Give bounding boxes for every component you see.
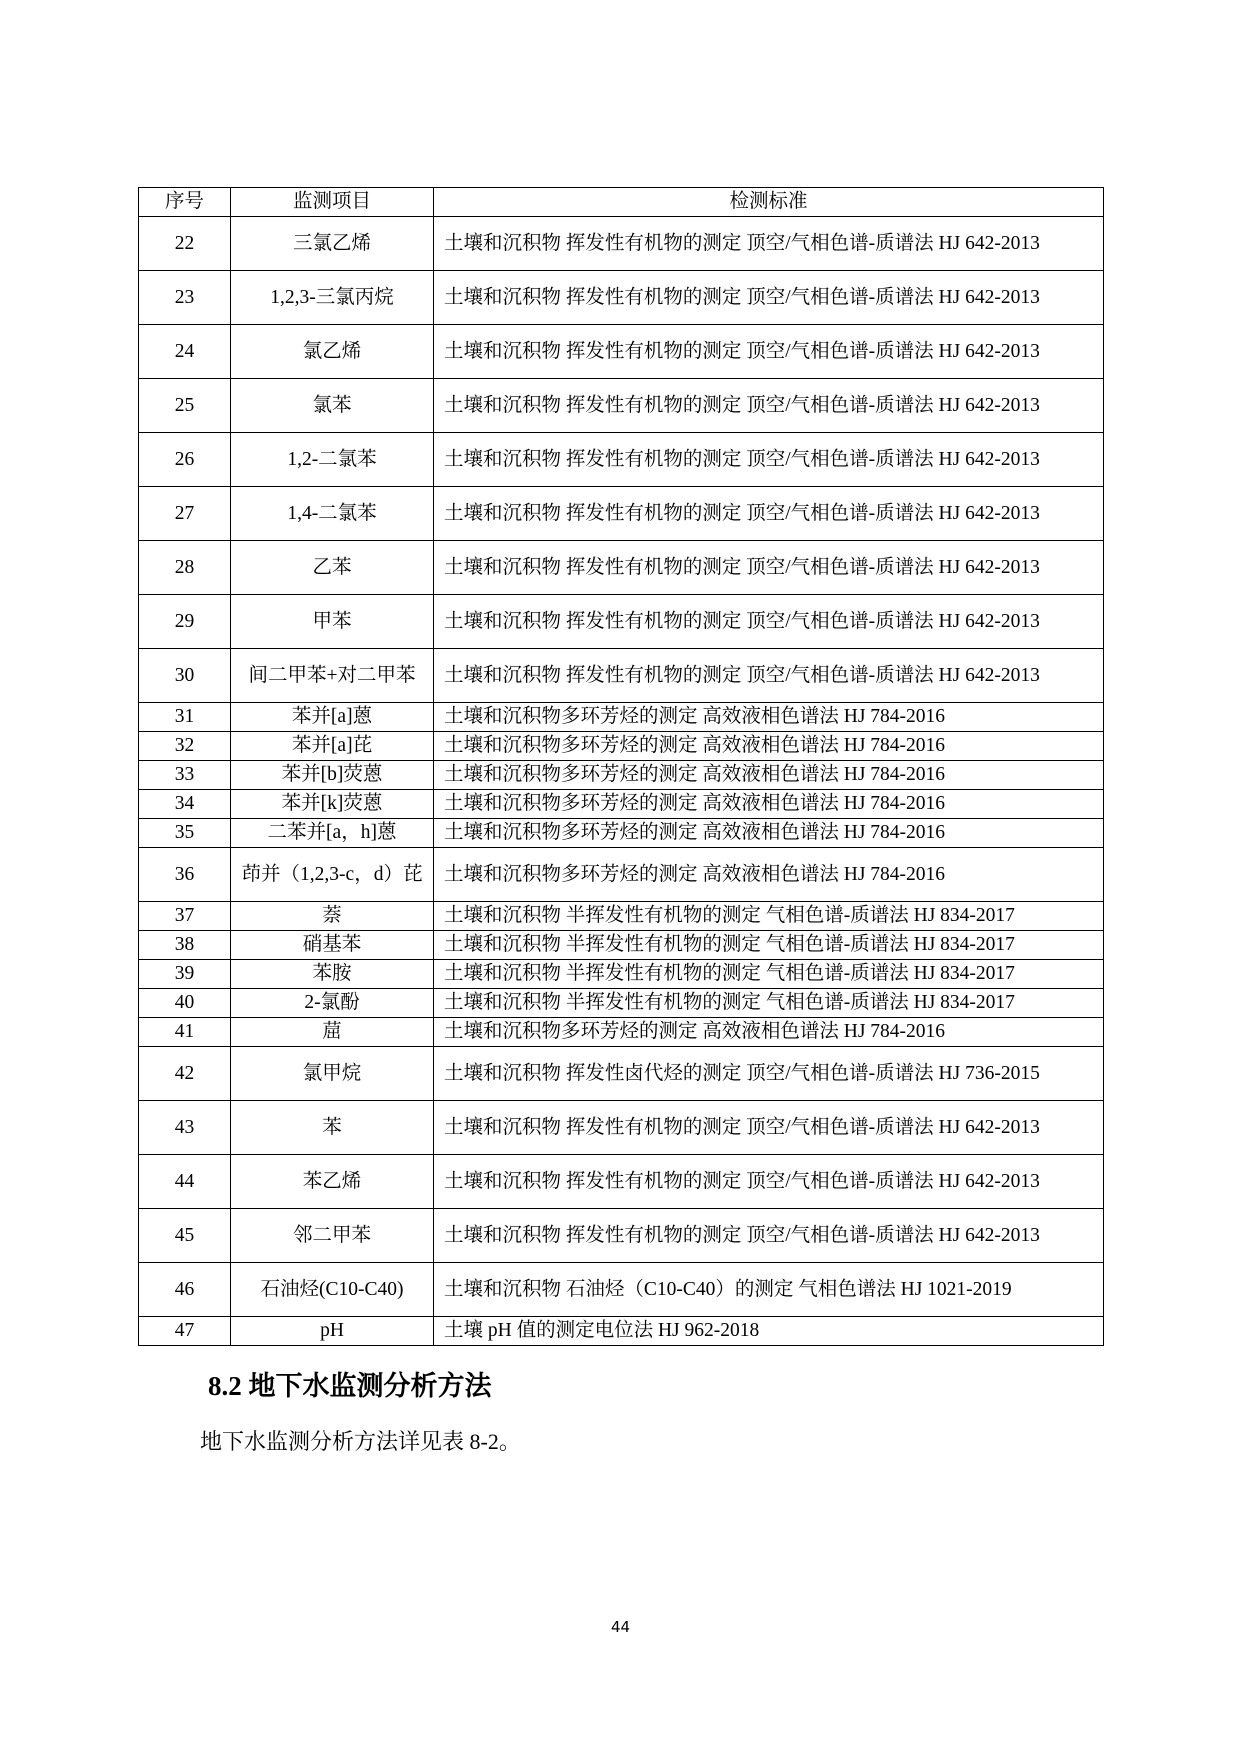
row-standard: 土壤和沉积物多环芳烃的测定 高效液相色谱法 HJ 784-2016 <box>434 1018 1104 1047</box>
row-item: 氯苯 <box>231 379 434 433</box>
row-no: 38 <box>139 931 231 960</box>
table-row <box>139 1263 1104 1317</box>
row-item: 䓛 <box>231 1018 434 1047</box>
row-no: 33 <box>139 761 231 790</box>
row-item: 茚并（1,2,3-c，d）芘 <box>231 848 434 902</box>
row-item: 乙苯 <box>231 541 434 595</box>
row-no: 36 <box>139 848 231 902</box>
row-standard: 土壤和沉积物 挥发性有机物的测定 顶空/气相色谱-质谱法 HJ 642-2013 <box>434 325 1104 379</box>
row-no: 35 <box>139 819 231 848</box>
row-no: 43 <box>139 1101 231 1155</box>
row-item: 苯并[k]荧蒽 <box>231 790 434 819</box>
row-item: 苯并[b]荧蒽 <box>231 761 434 790</box>
row-standard: 土壤和沉积物 挥发性有机物的测定 顶空/气相色谱-质谱法 HJ 642-2013 <box>434 1209 1104 1263</box>
row-item: pH <box>231 1317 434 1346</box>
table-row <box>139 1155 1104 1209</box>
row-item: 间二甲苯+对二甲苯 <box>231 649 434 703</box>
row-standard: 土壤和沉积物 半挥发性有机物的测定 气相色谱-质谱法 HJ 834-2017 <box>434 960 1104 989</box>
row-item: 苯胺 <box>231 960 434 989</box>
table-row <box>139 487 1104 541</box>
row-standard: 土壤和沉积物 挥发性有机物的测定 顶空/气相色谱-质谱法 HJ 642-2013 <box>434 217 1104 271</box>
row-no: 45 <box>139 1209 231 1263</box>
table-row <box>139 541 1104 595</box>
row-standard: 土壤和沉积物 半挥发性有机物的测定 气相色谱-质谱法 HJ 834-2017 <box>434 931 1104 960</box>
row-no: 40 <box>139 989 231 1018</box>
row-no: 41 <box>139 1018 231 1047</box>
table-row <box>139 989 1104 1018</box>
row-standard: 土壤和沉积物 挥发性有机物的测定 顶空/气相色谱-质谱法 HJ 642-2013 <box>434 379 1104 433</box>
table-row <box>139 848 1104 902</box>
row-no: 31 <box>139 703 231 732</box>
section-paragraph: 地下水监测分析方法详见表 8-2。 <box>200 1429 521 1454</box>
section-heading: 8.2 地下水监测分析方法 <box>208 1371 492 1401</box>
row-standard: 土壤和沉积物多环芳烃的测定 高效液相色谱法 HJ 784-2016 <box>434 703 1104 732</box>
row-standard: 土壤 pH 值的测定电位法 HJ 962-2018 <box>434 1317 1104 1346</box>
row-no: 30 <box>139 649 231 703</box>
row-standard: 土壤和沉积物 挥发性有机物的测定 顶空/气相色谱-质谱法 HJ 642-2013 <box>434 541 1104 595</box>
row-no: 47 <box>139 1317 231 1346</box>
table-row <box>139 595 1104 649</box>
row-no: 25 <box>139 379 231 433</box>
row-no: 22 <box>139 217 231 271</box>
header-item: 监测项目 <box>231 188 434 217</box>
row-item: 石油烃(C10-C40) <box>231 1263 434 1317</box>
row-no: 39 <box>139 960 231 989</box>
row-no: 37 <box>139 902 231 931</box>
row-standard: 土壤和沉积物 挥发性卤代烃的测定 顶空/气相色谱-质谱法 HJ 736-2015 <box>434 1047 1104 1101</box>
row-item: 苯并[a]蒽 <box>231 703 434 732</box>
row-standard: 土壤和沉积物 挥发性有机物的测定 顶空/气相色谱-质谱法 HJ 642-2013 <box>434 1155 1104 1209</box>
table-row <box>139 960 1104 989</box>
row-item: 苯并[a]芘 <box>231 732 434 761</box>
row-standard: 土壤和沉积物多环芳烃的测定 高效液相色谱法 HJ 784-2016 <box>434 732 1104 761</box>
row-no: 42 <box>139 1047 231 1101</box>
standards-table <box>138 187 1104 1346</box>
row-standard: 土壤和沉积物多环芳烃的测定 高效液相色谱法 HJ 784-2016 <box>434 848 1104 902</box>
row-no: 46 <box>139 1263 231 1317</box>
table-row <box>139 703 1104 732</box>
row-item: 硝基苯 <box>231 931 434 960</box>
table-row <box>139 1101 1104 1155</box>
row-item: 1,4-二氯苯 <box>231 487 434 541</box>
row-item: 甲苯 <box>231 595 434 649</box>
table-row <box>139 649 1104 703</box>
row-standard: 土壤和沉积物 半挥发性有机物的测定 气相色谱-质谱法 HJ 834-2017 <box>434 989 1104 1018</box>
table-row <box>139 1047 1104 1101</box>
table-row <box>139 379 1104 433</box>
row-no: 23 <box>139 271 231 325</box>
row-no: 28 <box>139 541 231 595</box>
header-standard: 检测标准 <box>434 188 1104 217</box>
row-standard: 土壤和沉积物 挥发性有机物的测定 顶空/气相色谱-质谱法 HJ 642-2013 <box>434 595 1104 649</box>
row-item: 氯甲烷 <box>231 1047 434 1101</box>
table-row <box>139 761 1104 790</box>
table-row <box>139 931 1104 960</box>
table-row <box>139 790 1104 819</box>
table-row <box>139 732 1104 761</box>
table-row <box>139 217 1104 271</box>
table-row <box>139 819 1104 848</box>
row-item: 氯乙烯 <box>231 325 434 379</box>
row-no: 24 <box>139 325 231 379</box>
table-row <box>139 433 1104 487</box>
row-item: 二苯并[a，h]蒽 <box>231 819 434 848</box>
table-row <box>139 271 1104 325</box>
table-row <box>139 1209 1104 1263</box>
row-item: 2-氯酚 <box>231 989 434 1018</box>
row-item: 苯 <box>231 1101 434 1155</box>
row-item: 1,2,3-三氯丙烷 <box>231 271 434 325</box>
row-item: 萘 <box>231 902 434 931</box>
row-item: 苯乙烯 <box>231 1155 434 1209</box>
row-standard: 土壤和沉积物多环芳烃的测定 高效液相色谱法 HJ 784-2016 <box>434 819 1104 848</box>
row-standard: 土壤和沉积物 挥发性有机物的测定 顶空/气相色谱-质谱法 HJ 642-2013 <box>434 271 1104 325</box>
row-standard: 土壤和沉积物 半挥发性有机物的测定 气相色谱-质谱法 HJ 834-2017 <box>434 902 1104 931</box>
row-standard: 土壤和沉积物 挥发性有机物的测定 顶空/气相色谱-质谱法 HJ 642-2013 <box>434 487 1104 541</box>
row-no: 27 <box>139 487 231 541</box>
row-no: 26 <box>139 433 231 487</box>
header-no: 序号 <box>139 188 231 217</box>
table-row <box>139 902 1104 931</box>
row-standard: 土壤和沉积物 石油烃（C10-C40）的测定 气相色谱法 HJ 1021-2019 <box>434 1263 1104 1317</box>
row-standard: 土壤和沉积物 挥发性有机物的测定 顶空/气相色谱-质谱法 HJ 642-2013 <box>434 649 1104 703</box>
row-item: 邻二甲苯 <box>231 1209 434 1263</box>
row-no: 32 <box>139 732 231 761</box>
row-standard: 土壤和沉积物 挥发性有机物的测定 顶空/气相色谱-质谱法 HJ 642-2013 <box>434 433 1104 487</box>
table-row <box>139 1317 1104 1346</box>
table-row <box>139 1018 1104 1047</box>
table-row <box>139 325 1104 379</box>
table-header-row <box>139 188 1104 217</box>
row-no: 34 <box>139 790 231 819</box>
row-item: 1,2-二氯苯 <box>231 433 434 487</box>
row-standard: 土壤和沉积物多环芳烃的测定 高效液相色谱法 HJ 784-2016 <box>434 761 1104 790</box>
row-standard: 土壤和沉积物 挥发性有机物的测定 顶空/气相色谱-质谱法 HJ 642-2013 <box>434 1101 1104 1155</box>
row-standard: 土壤和沉积物多环芳烃的测定 高效液相色谱法 HJ 784-2016 <box>434 790 1104 819</box>
page-number: 44 <box>610 1618 631 1636</box>
row-item: 三氯乙烯 <box>231 217 434 271</box>
row-no: 44 <box>139 1155 231 1209</box>
row-no: 29 <box>139 595 231 649</box>
